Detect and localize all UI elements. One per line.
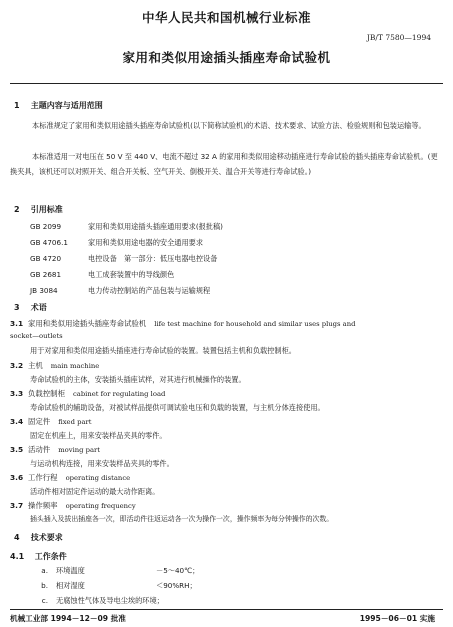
condition-label: 环境温度 <box>56 566 85 575</box>
section-3-heading <box>14 302 47 313</box>
term-number: 3.1 <box>10 319 24 328</box>
reference-code: JB 3084 <box>30 286 58 295</box>
term-english: cabinet for regulating load <box>72 390 166 398</box>
section-1-heading <box>14 100 103 111</box>
term-description: 固定在机座上，用来安装样品夹具的零件。 <box>30 431 167 440</box>
term-chinese: 负载控制柜 <box>28 389 65 398</box>
term-heading <box>10 318 355 329</box>
term-chinese: 固定件 <box>28 417 51 426</box>
term-english: life test machine for household and similar uses plugs and <box>154 320 356 328</box>
condition-value: －5～40℃； <box>156 566 200 575</box>
term-chinese: 活动件 <box>28 445 51 454</box>
footer-rule <box>10 609 443 610</box>
term-heading <box>10 472 130 483</box>
subsection-title: 工作条件 <box>34 552 67 561</box>
term-number: 3.6 <box>10 473 24 482</box>
term-chinese: 操作频率 <box>28 501 58 510</box>
term-heading <box>10 444 100 455</box>
section-4-heading <box>14 532 63 543</box>
term-english-continued: socket—outlets <box>10 332 63 340</box>
reference-row <box>30 254 217 264</box>
reference-title: 家用和类似用途插头插座通用要求(报批稿) <box>88 222 223 231</box>
term-english: operating frequency <box>65 502 136 510</box>
section-number: 4 <box>14 533 20 542</box>
reference-row <box>30 270 174 280</box>
condition-label: 无腐蚀性气体及导电尘埃的环境； <box>56 596 164 605</box>
term-description: 活动件相对固定件运动的最大动作距离。 <box>30 487 160 496</box>
term-number: 3.2 <box>10 361 24 370</box>
condition-label: 相对湿度 <box>56 581 85 590</box>
condition-mark: a. <box>41 566 48 575</box>
standard-code: JB/T 7580—1994 <box>366 33 431 42</box>
term-heading <box>10 416 91 427</box>
header-rule <box>10 83 443 84</box>
term-number: 3.5 <box>10 445 24 454</box>
section-title: 主题内容与适用范围 <box>30 101 103 110</box>
reference-title: 电力传动控制站的产品包装与运输规程 <box>88 286 211 295</box>
term-heading <box>10 500 136 511</box>
term-english: fixed part <box>58 418 92 426</box>
section-2-heading <box>14 204 63 215</box>
term-english: moving part <box>58 446 101 454</box>
term-description: 插头插入及拔出插座各一次，即活动件往返运动各一次为操作一次，操作频率为每分钟操作的次数。 <box>30 515 334 523</box>
reference-row <box>30 286 210 296</box>
subsection-4-1-heading <box>10 551 67 562</box>
reference-title: 电工成套装置中的导线颜色 <box>88 270 175 279</box>
reference-code: GB 4706.1 <box>30 238 68 247</box>
section-title: 术语 <box>30 303 47 312</box>
section-number: 2 <box>14 205 20 214</box>
condition-mark: c. <box>41 596 48 605</box>
term-description: 与运动机构连接，用来安装样品夹具的零件。 <box>30 459 174 468</box>
condition-row <box>26 596 286 606</box>
section-1-paragraph-1: 本标准规定了家用和类似用途插头插座寿命试验机(以下简称试验机)的术语、技术要求、试验方法、检验规则和包装运输等。 <box>32 121 426 130</box>
term-description: 用于对家用和类似用途插头插座进行寿命试验的装置。装置包括主机和负载控制柜。 <box>30 346 296 355</box>
condition-row <box>26 581 286 591</box>
standard-title: 中华人民共和国机械行业标准 <box>141 10 311 25</box>
term-description: 寿命试验机的辅助设备，对被试样品提供可调试验电压和负载的装置，与主机分体连接使用。 <box>30 403 325 412</box>
term-number: 3.4 <box>10 417 24 426</box>
section-number: 3 <box>14 303 20 312</box>
term-heading <box>10 360 99 371</box>
document-title: 家用和类似用途插头插座寿命试验机 <box>122 50 331 65</box>
term-description: 寿命试验机的主体，安装插头插座试样，对其进行机械操作的装置。 <box>30 375 246 384</box>
term-chinese: 主机 <box>28 361 43 370</box>
condition-value: ＜90%RH； <box>156 581 197 590</box>
section-number: 1 <box>14 101 20 110</box>
reference-code: GB 2681 <box>30 270 62 279</box>
subsection-number: 4.1 <box>10 552 25 561</box>
condition-mark: b. <box>41 581 48 590</box>
reference-code: GB 2099 <box>30 222 62 231</box>
term-heading <box>10 388 165 399</box>
term-chinese: 工作行程 <box>28 473 58 482</box>
section-title: 技术要求 <box>30 533 63 542</box>
term-heading-continued <box>10 331 63 340</box>
reference-title: 家用和类似用途电器的安全通用要求 <box>88 238 204 247</box>
implementation-date: 1995－06－01 实施 <box>359 614 435 623</box>
term-english: operating distance <box>65 474 131 482</box>
reference-row <box>30 222 223 232</box>
term-chinese: 家用和类似用途插头插座寿命试验机 <box>28 319 147 328</box>
term-number: 3.7 <box>10 501 24 510</box>
reference-code: GB 4720 <box>30 254 62 263</box>
section-1-paragraph-2: 本标准适用一对电压在 50 V 至 440 V、电流不超过 32 A 的家用和类似用途移动插座进行寿命试验的插头插座寿命试验机。(更换夹具，该机还可以对照开关、组合开关板、空气开关、倒极开关、温合开关等进行寿命试验。) <box>10 152 438 176</box>
term-english: main machine <box>50 362 100 370</box>
condition-row <box>26 566 286 576</box>
approval-info: 机械工业部 1994－12－09 批准 <box>10 614 126 623</box>
section-title: 引用标准 <box>30 205 63 214</box>
term-number: 3.3 <box>10 389 24 398</box>
reference-row <box>30 238 203 248</box>
reference-title: 电控设备 第一部分：低压电器电控设备 <box>88 254 218 263</box>
